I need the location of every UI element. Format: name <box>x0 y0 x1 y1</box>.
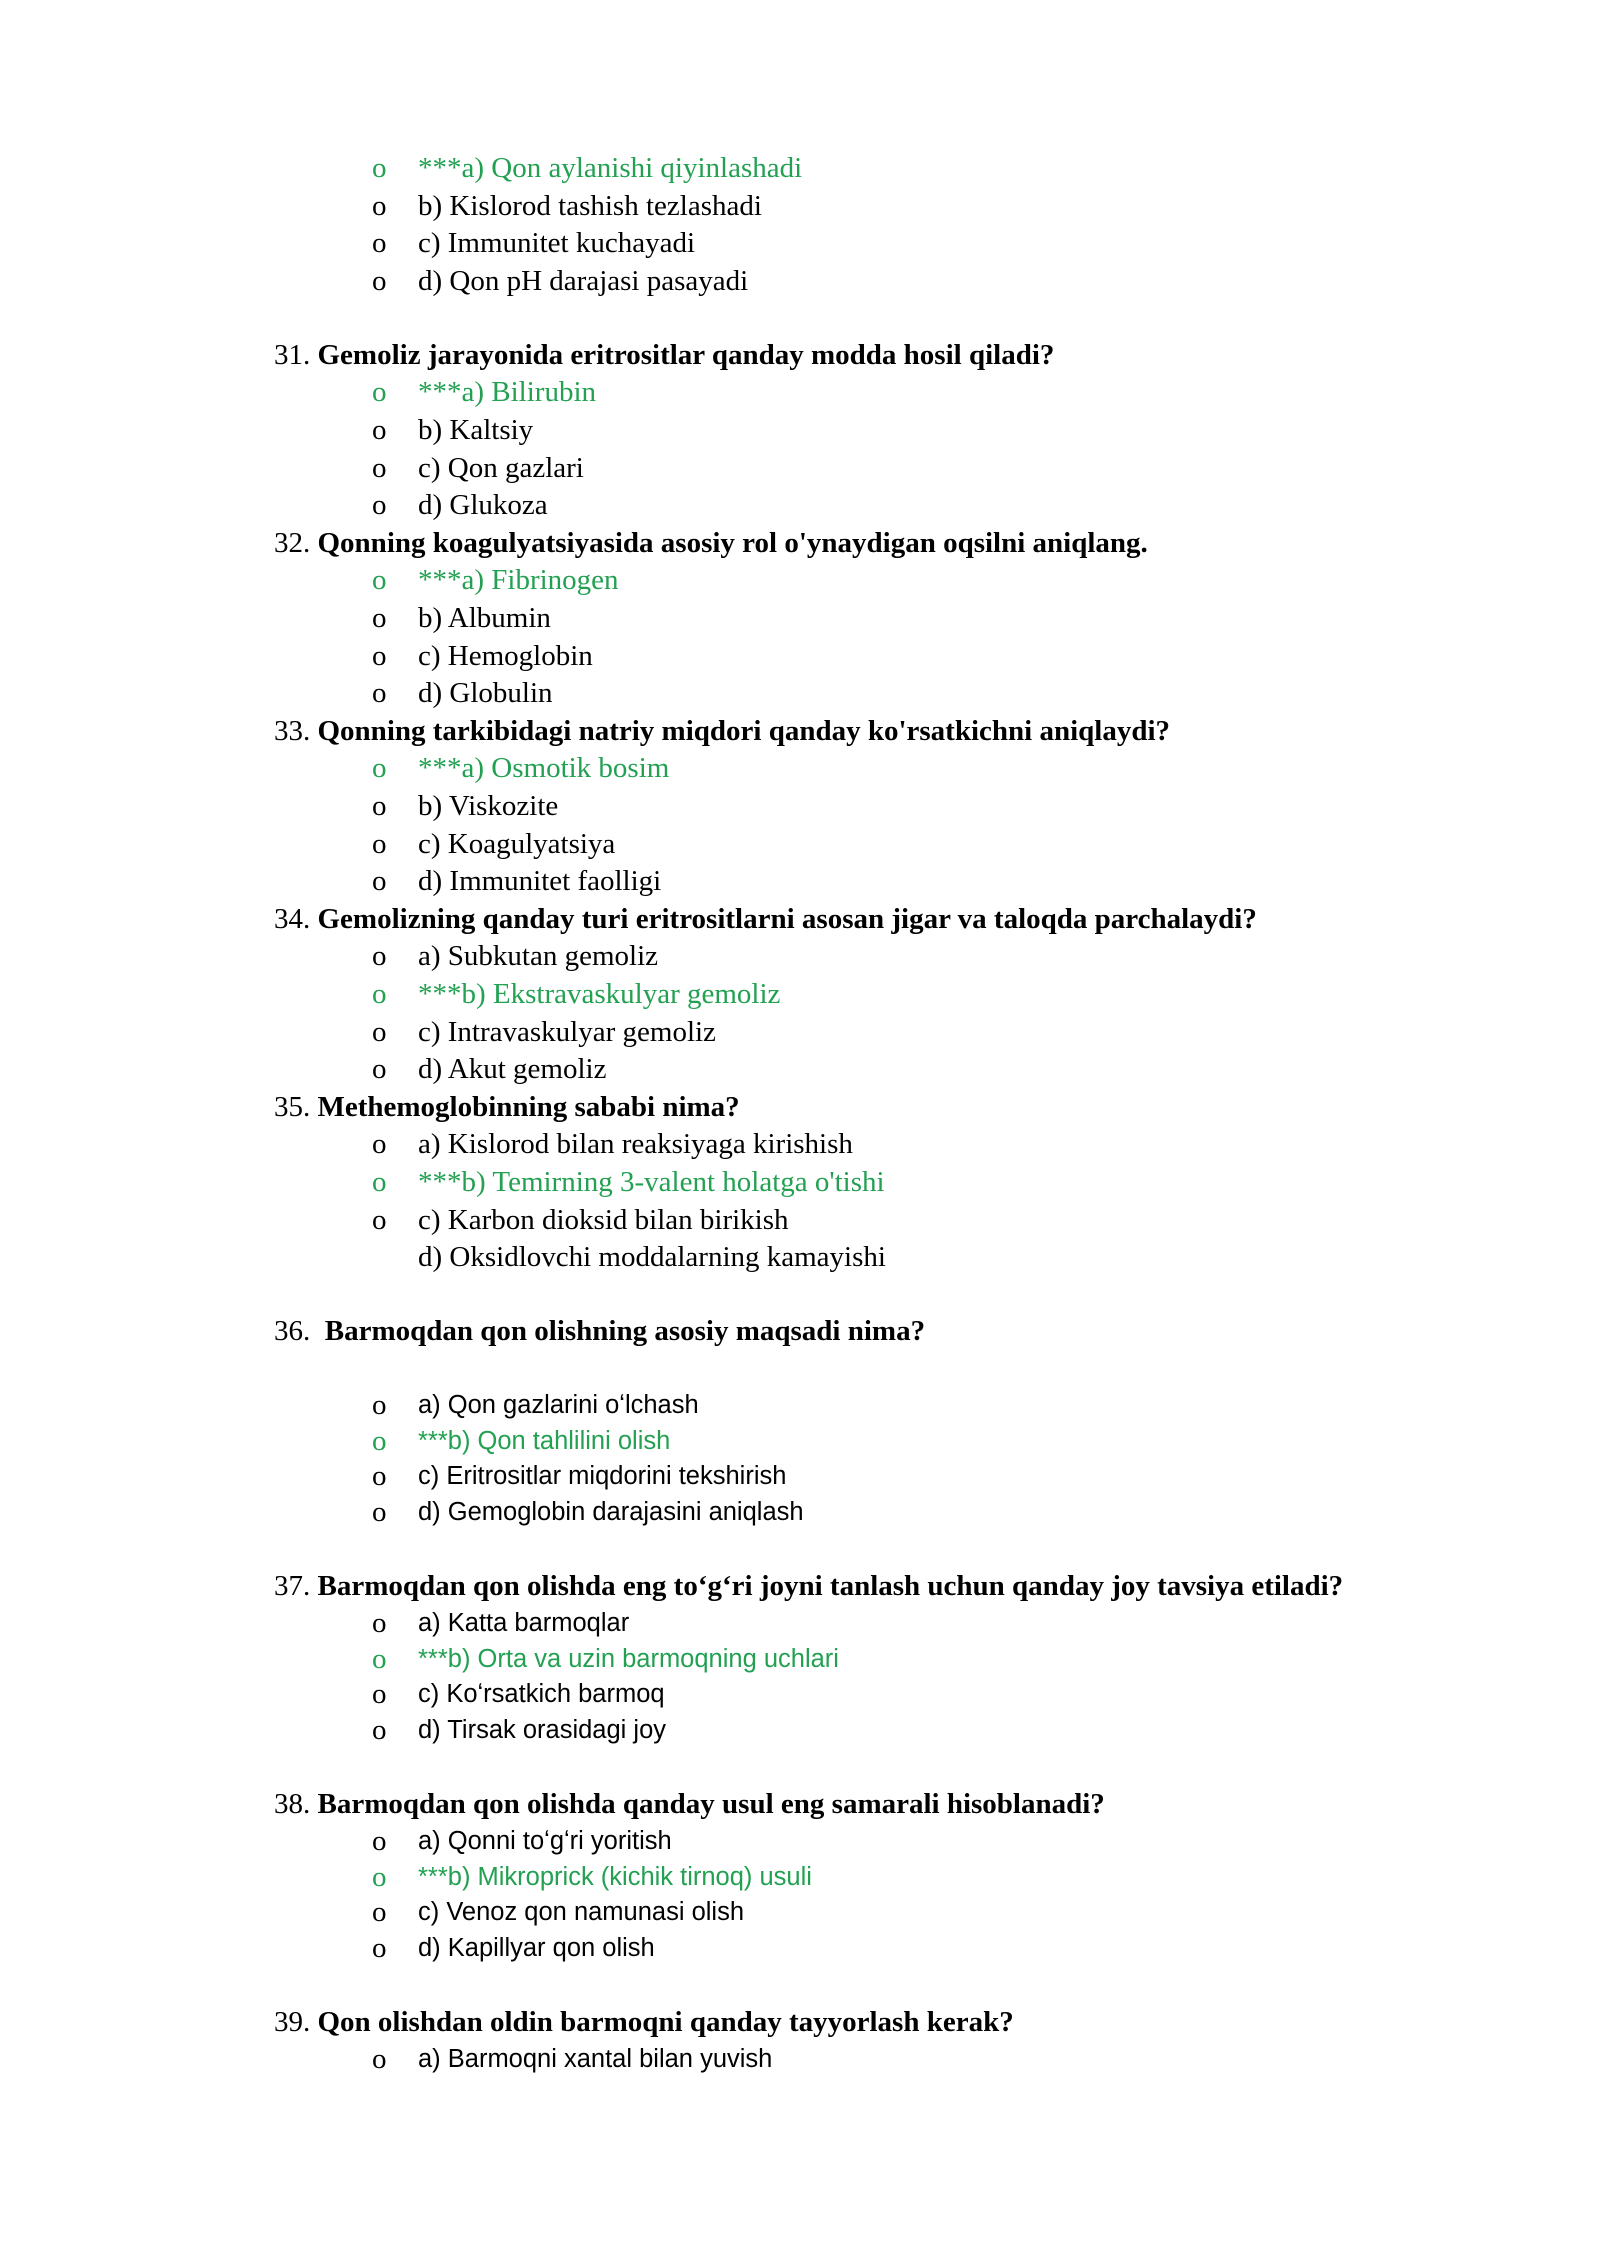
bullet-marker: o <box>372 977 387 1010</box>
bullet-marker: o <box>372 1128 387 1161</box>
option-item <box>0 600 1600 638</box>
option-item <box>0 1895 1600 1931</box>
option-text: a) Subkutan gemoliz <box>418 940 659 973</box>
bullet-marker: o <box>372 1053 387 1086</box>
option-text: b) Kislorod tashish tezlashadi <box>418 189 762 222</box>
option-item <box>0 1202 1600 1240</box>
option-text: b) Viskozite <box>418 790 559 822</box>
paragraph-spacer <box>0 1967 1600 2005</box>
option-item <box>0 562 1600 600</box>
option-text: ***a) Fibrinogen <box>418 564 619 597</box>
bullet-marker: o <box>372 451 387 484</box>
option-item <box>0 2042 1600 2078</box>
option-text: ***b) Mikroprick (kichik tirnoq) usuli <box>418 1862 812 1891</box>
option-text: d) Immunitet faolligi <box>418 865 662 898</box>
option-text: c) Qon gazlari <box>418 451 584 484</box>
option-item <box>0 1931 1600 1967</box>
option-text: d) Akut gemoliz <box>418 1053 607 1086</box>
option-text: ***b) Orta va uzin barmoqning uchlari <box>418 1644 839 1673</box>
option-text: ***b) Temirning 3-valent holatga o'tishi <box>418 1165 885 1198</box>
bullet-marker: o <box>372 414 387 447</box>
option-text: d) Qon pH darajasi pasayadi <box>418 264 749 297</box>
option-item <box>0 1495 1600 1531</box>
bullet-marker: o <box>372 639 387 672</box>
option-text: d) Oksidlovchi moddalarning kamayishi <box>418 1241 886 1274</box>
bullet-marker: o <box>372 602 387 635</box>
bullet-marker: o <box>372 227 387 260</box>
option-text: c) Karbon dioksid bilan birikish <box>418 1203 789 1236</box>
option-text: d) Tirsak orasidagi joy <box>418 1716 667 1744</box>
bullet-marker: o <box>372 1824 387 1857</box>
question-number: 35. <box>274 1090 311 1123</box>
question-text: Barmoqdan qon olishda qanday usul eng samarali hisoblanadi? <box>317 1788 1105 1821</box>
bullet-marker: o <box>372 1495 387 1528</box>
question-number: 39. <box>274 2006 311 2039</box>
bullet-marker: o <box>372 1460 387 1493</box>
question-heading <box>0 2004 1600 2042</box>
question-heading <box>0 337 1600 375</box>
question-number: 36. <box>274 1315 311 1348</box>
option-text: c) Venoz qon namunasi olish <box>418 1898 745 1927</box>
option-item <box>0 412 1600 450</box>
bullet-marker: o <box>372 1388 387 1421</box>
option-text: a) Barmoqni xantal bilan yuvish <box>418 2045 773 2073</box>
bullet-marker: o <box>372 940 387 973</box>
option-item <box>0 1677 1600 1713</box>
option-item <box>0 1051 1600 1089</box>
question-text: Qon olishdan oldin barmoqni qanday tayyorlash kerak? <box>317 2006 1014 2039</box>
option-text: ***b) Ekstravaskulyar gemoliz <box>418 977 781 1010</box>
question-text: Barmoqdan qon olishda eng to‘g‘ri joyni tanlash uchun qanday joy tavsiya etiladi? <box>317 1570 1344 1603</box>
question-text: Methemoglobinning sababi nima? <box>317 1090 740 1123</box>
bullet-marker: o <box>372 152 387 184</box>
option-text: ***a) Bilirubin <box>418 376 597 409</box>
option-item <box>0 938 1600 976</box>
option-item <box>0 487 1600 525</box>
bullet-marker: o <box>372 1165 387 1198</box>
option-item <box>0 225 1600 263</box>
bullet-marker: o <box>372 1642 387 1675</box>
question-number: 33. <box>274 714 311 747</box>
option-item <box>0 1126 1600 1164</box>
bullet-marker: o <box>372 1714 387 1746</box>
paragraph-spacer <box>0 1277 1600 1314</box>
bullet-marker: o <box>372 752 387 785</box>
option-item <box>0 1713 1600 1749</box>
paragraph-spacer <box>0 1749 1600 1787</box>
question-heading <box>0 1313 1600 1351</box>
option-text: b) Kaltsiy <box>418 414 534 447</box>
bullet-marker: o <box>372 1015 387 1048</box>
bullet-marker: o <box>372 865 387 898</box>
bullet-marker: o <box>372 1860 387 1893</box>
option-item <box>0 1606 1600 1642</box>
question-heading <box>0 1786 1600 1824</box>
bullet-marker: o <box>372 189 387 222</box>
bullet-marker: o <box>372 1678 387 1711</box>
option-item <box>0 150 1600 188</box>
question-text: Barmoqdan qon olishning asosiy maqsadi nima? <box>324 1315 926 1348</box>
option-text: d) Globulin <box>418 677 553 710</box>
option-item <box>0 1014 1600 1052</box>
question-number: 38. <box>274 1788 311 1821</box>
option-item <box>0 1424 1600 1460</box>
question-text: Gemoliz jarayonida eritrositlar qanday modda hosil qiladi? <box>317 338 1055 371</box>
option-item <box>0 863 1600 901</box>
option-text: d) Glukoza <box>418 489 548 522</box>
question-text: Gemolizning qanday turi eritrositlarni asosan jigar va taloqda parchalaydi? <box>317 902 1257 935</box>
option-item <box>0 826 1600 864</box>
bullet-marker: o <box>372 564 387 597</box>
option-item <box>0 1164 1600 1202</box>
option-item <box>0 638 1600 676</box>
option-item <box>0 976 1600 1014</box>
bullet-marker: o <box>372 2043 387 2075</box>
question-number: 32. <box>274 526 311 559</box>
bullet-marker: o <box>372 827 387 860</box>
option-text: c) Koʻrsatkich barmoq <box>418 1680 665 1709</box>
paragraph-spacer <box>0 300 1600 337</box>
option-text: ***a) Qon aylanishi qiyinlashadi <box>418 152 803 184</box>
bullet-marker: o <box>372 677 387 710</box>
option-text: c) Immunitet kuchayadi <box>418 227 696 260</box>
option-item <box>0 1860 1600 1896</box>
option-text: a) Qon gazlarini oʻlchash <box>418 1390 699 1419</box>
option-item <box>0 1459 1600 1495</box>
option-text: d) Gemoglobin darajasini aniqlash <box>418 1497 804 1526</box>
question-heading <box>0 1089 1600 1127</box>
option-item <box>0 374 1600 412</box>
option-item <box>0 750 1600 788</box>
option-text: c) Eritrositlar miqdorini tekshirish <box>418 1462 787 1491</box>
question-number: 34. <box>274 902 311 935</box>
option-item <box>0 1642 1600 1678</box>
option-item <box>0 1388 1600 1424</box>
bullet-marker: o <box>372 1424 387 1457</box>
bullet-marker: o <box>372 1932 387 1965</box>
bullet-marker: o <box>372 1896 387 1929</box>
bullet-marker: o <box>372 790 387 822</box>
option-text: d) Kapillyar qon olish <box>418 1934 655 1963</box>
option-text: a) Katta barmoqlar <box>418 1608 630 1637</box>
question-heading <box>0 713 1600 751</box>
question-heading <box>0 901 1600 939</box>
option-text: c) Koagulyatsiya <box>418 827 616 860</box>
question-number: 37. <box>274 1570 311 1603</box>
question-heading <box>0 525 1600 563</box>
option-item <box>0 788 1600 826</box>
option-item <box>0 1824 1600 1860</box>
bullet-marker: o <box>372 1203 387 1236</box>
option-text: b) Albumin <box>418 602 551 635</box>
option-text: c) Hemoglobin <box>418 639 593 672</box>
question-heading <box>0 1568 1600 1606</box>
question-text: Qonning koagulyatsiyasida asosiy rol o'ynaydigan oqsilni aniqlang. <box>317 526 1148 559</box>
bullet-marker: o <box>372 1606 387 1639</box>
option-item <box>0 450 1600 488</box>
option-item <box>0 1239 1600 1277</box>
option-text: c) Intravaskulyar gemoliz <box>418 1015 716 1048</box>
option-text: ***b) Qon tahlilini olish <box>418 1426 671 1455</box>
option-text: ***a) Osmotik bosim <box>418 752 670 785</box>
option-item <box>0 188 1600 226</box>
option-item <box>0 675 1600 713</box>
option-text: a) Qonni toʻgʻri yoritish <box>418 1826 672 1855</box>
option-item <box>0 263 1600 301</box>
option-text: a) Kislorod bilan reaksiyaga kirishish <box>418 1128 853 1161</box>
bullet-marker: o <box>372 376 387 409</box>
question-number: 31. <box>274 338 311 371</box>
bullet-marker: o <box>372 264 387 297</box>
paragraph-spacer <box>0 1351 1600 1388</box>
question-text: Qonning tarkibidagi natriy miqdori qanday ko'rsatkichni aniqlaydi? <box>317 714 1171 747</box>
bullet-marker: o <box>372 489 387 522</box>
paragraph-spacer <box>0 1531 1600 1569</box>
